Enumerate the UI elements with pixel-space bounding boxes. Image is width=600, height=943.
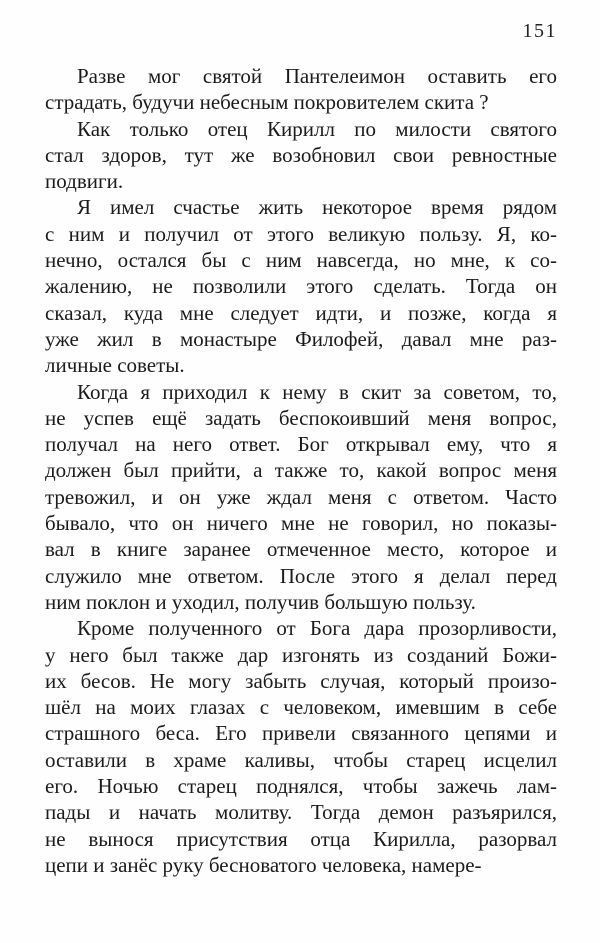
text-line: страдать, будучи небесным покровителем скита ? bbox=[45, 90, 489, 115]
text-line: получал на него ответ. Бог открывал ему, что я bbox=[45, 432, 557, 457]
text-line: Когда я приходил к нему в скит за советом, то, bbox=[77, 379, 557, 404]
text-line: сказал, куда мне следует идти, и позже, когда я bbox=[45, 300, 557, 325]
text-line: с ним и получил от этого великую пользу. Я, ко- bbox=[45, 221, 557, 246]
text-line: жалению, не позволили этого сделать. Тогда он bbox=[45, 274, 557, 299]
paragraph bbox=[45, 116, 557, 195]
text-line: цепи и занёс руку бесноватого человека, намере- bbox=[45, 852, 482, 877]
text-line: стал здоров, тут же возобновил свои ревностные bbox=[45, 142, 557, 167]
text-line: должен был прийти, а также то, какой вопрос меня bbox=[45, 458, 557, 483]
text-line: Как только отец Кирилл по милости святого bbox=[77, 116, 557, 141]
text-line: Я имел счастье жить некоторое время рядом bbox=[77, 195, 557, 220]
page-number: 151 bbox=[522, 20, 557, 42]
text-line: пады и начать молитву. Тогда демон разъярился, bbox=[45, 800, 557, 825]
text-line: бывало, что он ничего мне не говорил, но показы- bbox=[45, 511, 557, 536]
text-line: его. Ночью старец поднялся, чтобы зажечь лам- bbox=[45, 774, 557, 799]
text-line: не вынося присутствия отца Кирилла, разорвал bbox=[45, 826, 557, 851]
paragraph bbox=[45, 379, 557, 616]
text-line: тревожил, и он уже ждал меня с ответом. Часто bbox=[45, 484, 557, 509]
text-line: служило мне ответом. После этого я делал перед bbox=[45, 563, 557, 588]
text-line: не успев ещё задать беспокоивший меня вопрос, bbox=[45, 405, 557, 430]
text-line: страшного беса. Его привели связанного цепями и bbox=[45, 721, 557, 746]
text-line: Разве мог святой Пантелеимон оставить его bbox=[77, 64, 557, 88]
text-line: оставили в храме каливы, чтобы старец исцелил bbox=[45, 747, 557, 772]
text-line: нечно, остался бы с ним навсегда, но мне, к со- bbox=[45, 248, 557, 273]
text-line: шёл на моих глазах с человеком, имевшим в себе bbox=[45, 695, 557, 720]
text-line: подвиги. bbox=[45, 169, 124, 194]
paragraph bbox=[45, 615, 557, 878]
text-line: ним поклон и уходил, получив большую пользу. bbox=[45, 589, 476, 614]
text-line: у него был также дар изгонять из созданий Божи- bbox=[45, 642, 557, 667]
text-line: личные советы. bbox=[45, 353, 185, 378]
page-text bbox=[45, 63, 557, 878]
paragraph bbox=[45, 194, 557, 378]
text-line: их бесов. Не могу забыть случая, который произо- bbox=[45, 668, 557, 693]
text-line: Кроме полученного от Бога дара прозорливости, bbox=[77, 616, 557, 641]
text-line: уже жил в монастыре Филофей, давал мне раз- bbox=[45, 326, 557, 351]
paragraph bbox=[45, 63, 557, 116]
text-line: вал в книге заранее отмеченное место, которое и bbox=[45, 537, 557, 562]
